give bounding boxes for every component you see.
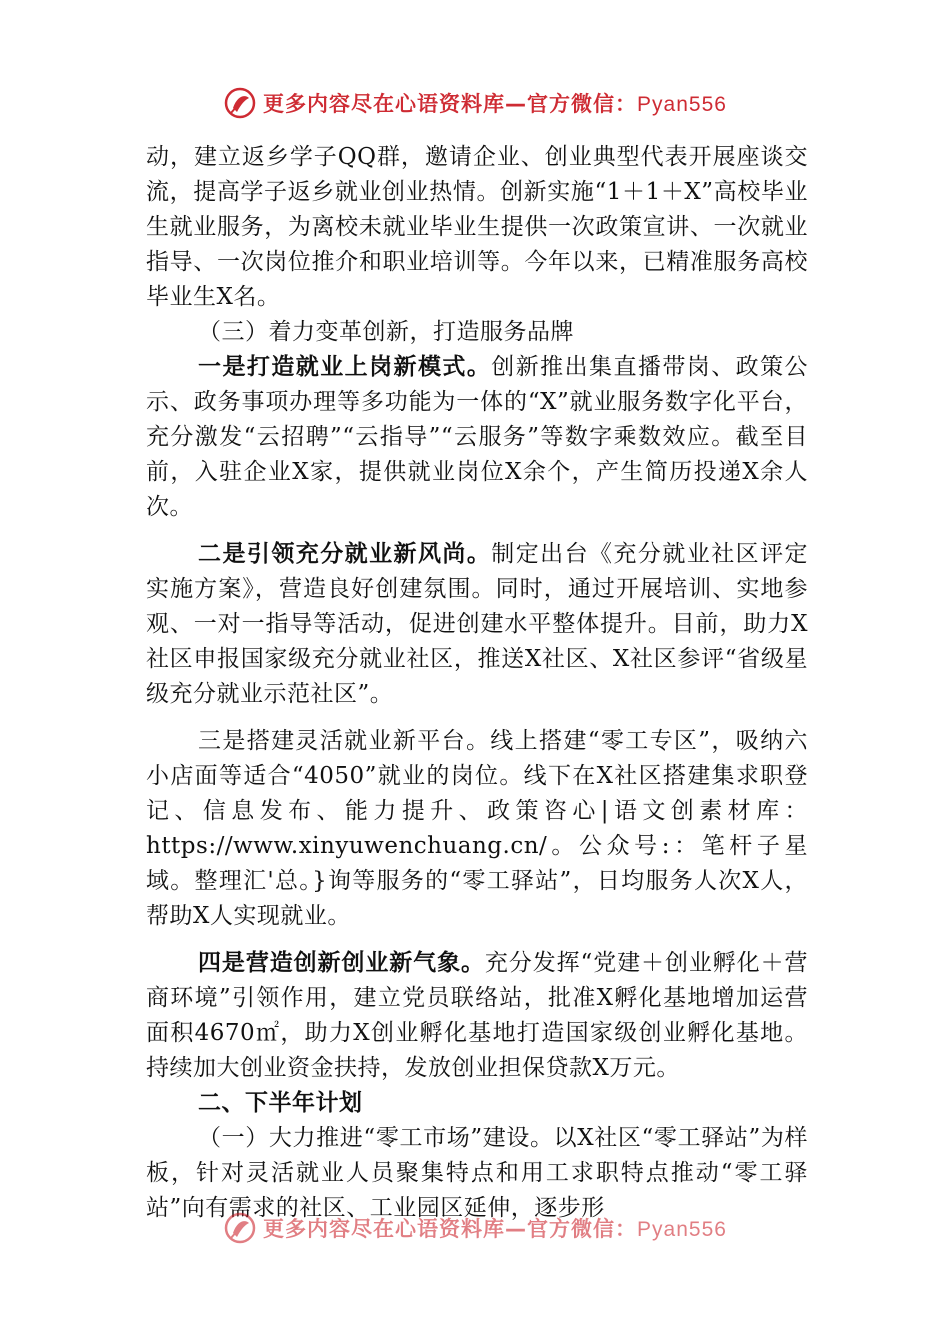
- footer-watermark-text: 更多内容尽在心语资料库—官方微信：Pyan556: [263, 1217, 727, 1241]
- paragraph-5: [146, 946, 808, 1086]
- paragraph-6: （一）大力推进“零工市场”建设。以X社区“零工驿站”为样板，针对灵活就业人员聚集特点和用工求职特点推动“零工驿站”向有需求的社区、工业园区延伸，逐步形: [146, 1125, 808, 1221]
- subsection-heading-3: （三）着力变革创新，打造服务品牌: [198, 319, 574, 345]
- paragraph-2-lead: 一是打造就业上岗新模式。: [198, 354, 492, 380]
- paragraph-5-lead: 四是营造创新创业新气象。: [198, 950, 485, 976]
- header-watermark: [0, 83, 950, 123]
- paragraph-4: 三是搭建灵活就业新平台。线上搭建“零工专区”，吸纳六小店面等适合“4050”就业的岗位。线下在X社区搭建集求职登记、信息发布、能力提升、政策咨心|语文创素材库：https://www.xinyuwenchuang.cn/。公众号:：笔杆子星域。整理汇'总。}询等服务的“零工驿站”，日均服务人次X人，帮助X人实现就业。: [146, 728, 808, 929]
- watermark-logo-icon: [223, 1211, 257, 1245]
- paragraph-2: [146, 350, 808, 525]
- document-body: [146, 140, 808, 1226]
- watermark-logo-icon: [223, 86, 257, 120]
- paragraph-3: [146, 537, 808, 712]
- paragraph-3-lead: 二是引领充分就业新风尚。: [198, 541, 492, 567]
- paragraph-1: 动，建立返乡学子QQ群，邀请企业、创业典型代表开展座谈交流，提高学子返乡就业创业热情。创新实施“1＋1＋X”高校毕业生就业服务，为离校未就业毕业生提供一次政策宣讲、一次就业指导、一次岗位推介和职业培训等。今年以来，已精准服务高校毕业生X名。: [146, 144, 808, 310]
- paragraph-5-body: 充分发挥“党建＋创业孵化＋营商环境”引领作用，建立党员联络站，批准X孵化基地增加运营面积4670㎡，助力X创业孵化基地打造国家级创业孵化基地。持续加大创业资金扶持，发放创业担保贷款X万元。: [146, 950, 809, 1081]
- header-watermark-text: 更多内容尽在心语资料库—官方微信：Pyan556: [263, 92, 727, 116]
- paragraph-2-body: 创新推出集直播带岗、政策公示、政务事项办理等多功能为一体的“X”就业服务数字化平台，充分激发“云招聘”“云指导”“云服务”等数字乘数效应。截至目前，入驻企业X家，提供就业岗位X余个，产生简历投递X余人次。: [146, 354, 808, 520]
- section-heading-2: 二、下半年计划: [198, 1090, 363, 1116]
- paragraph-3-body: 制定出台《充分就业社区评定实施方案》，营造良好创建氛围。同时，通过开展培训、实地参观、一对一指导等活动，促进创建水平整体提升。目前，助力X社区申报国家级充分就业社区，推送X社区、X社区参评“省级星级充分就业示范社区”。: [146, 541, 808, 707]
- footer-watermark: [0, 1208, 950, 1248]
